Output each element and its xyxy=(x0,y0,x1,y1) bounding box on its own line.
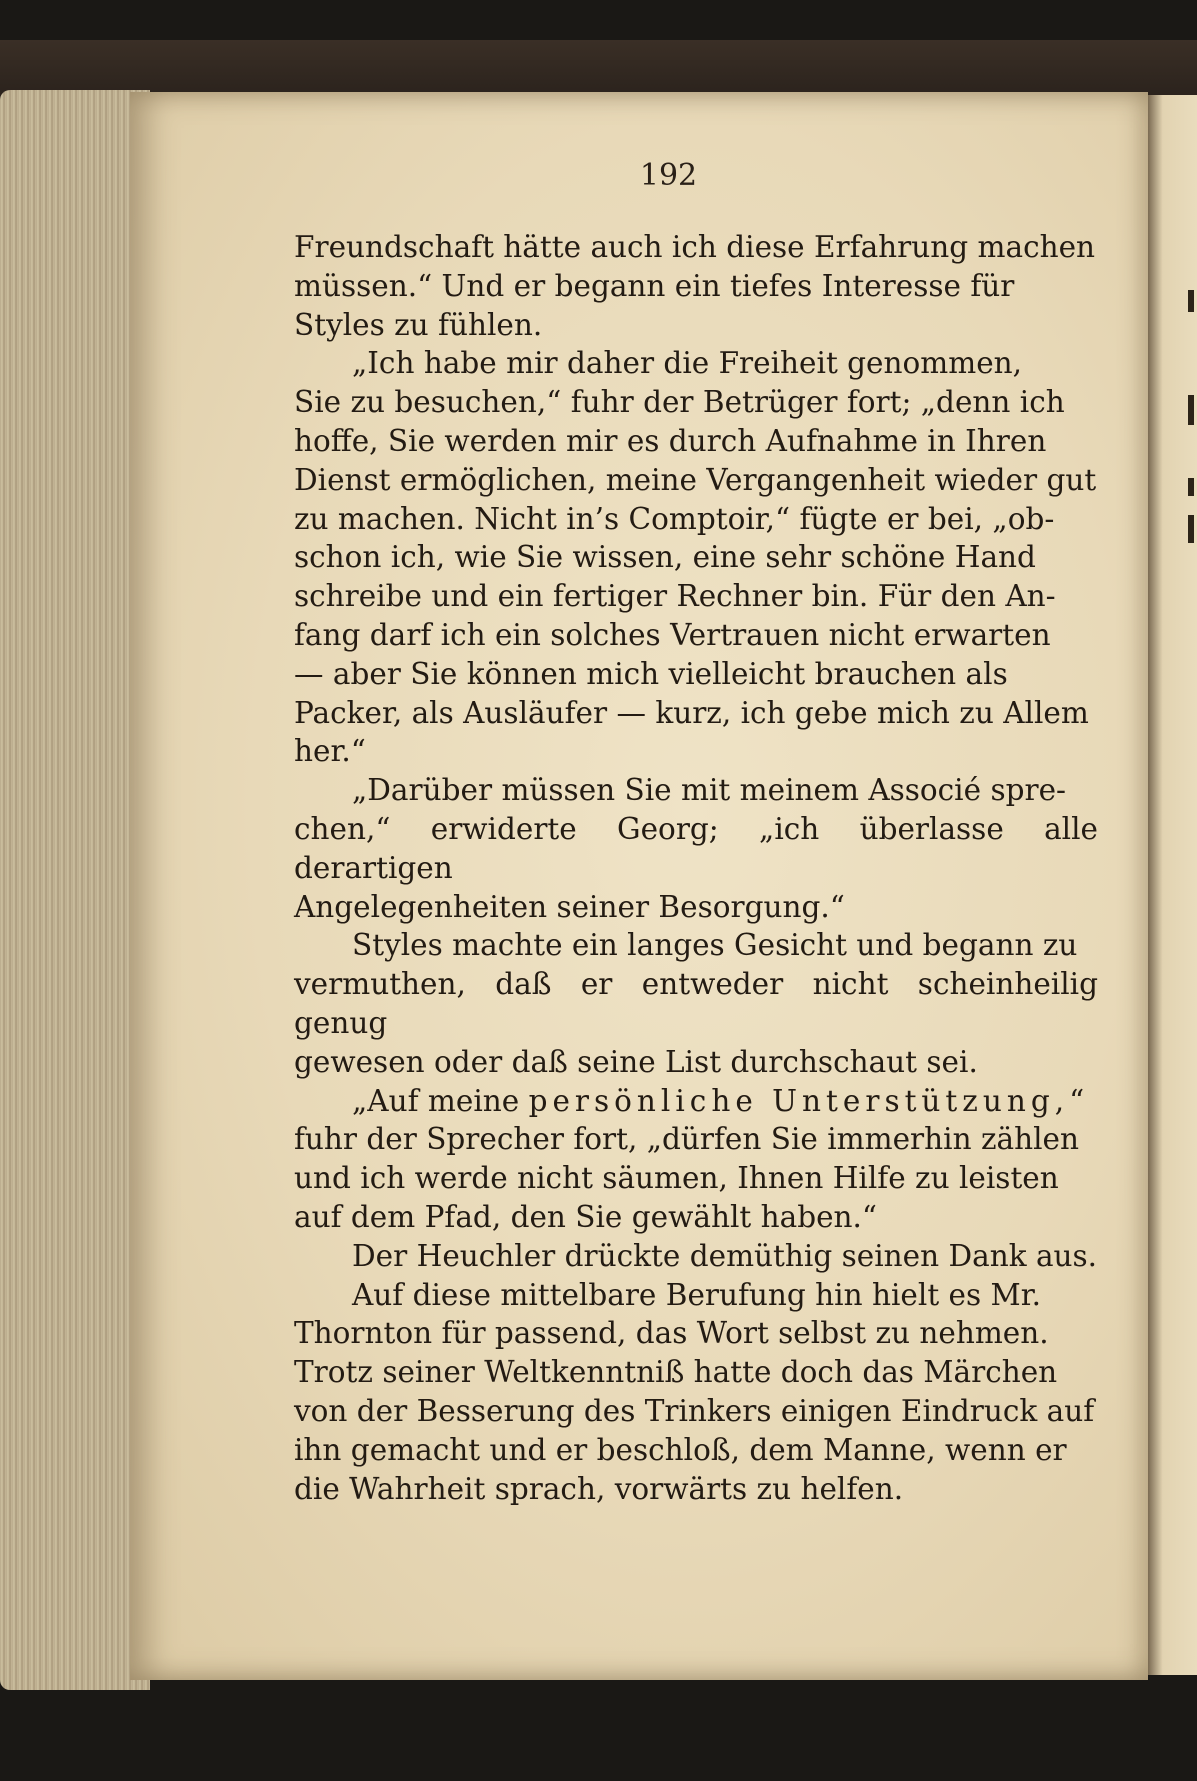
paragraph-5-open: „Auf meine xyxy=(352,1083,529,1118)
emphasized-text: persönliche Unterstützung, xyxy=(528,1083,1070,1118)
paragraph-7: Auf diese mittelbare Berufung hin hielt es Mr. Thornton für passend, das Wort selbst zu nehmen. Trotz seiner Weltkenntniß hatte doch das Märchen von der Besserung des Trinkers einigen Eindruck auf ihn gemacht und er beschloß, dem Manne, wenn er die Wahrheit sprach, vorwärts zu helfen. xyxy=(294,1277,1095,1506)
facing-page-glyph xyxy=(1188,290,1194,312)
paragraph-3: „Darüber müssen Sie mit meinem Associé spre- chen,“ erwiderte Georg; „ich überlasse alle derartigen Angelegenheiten seiner Besorgung.“ xyxy=(294,773,1098,924)
paragraph-6: Der Heuchler drückte demüthig seinen Dank aus. xyxy=(352,1238,1098,1273)
paragraph-5 xyxy=(294,1082,1098,1237)
paragraph-2: „Ich habe mir daher die Freiheit genommen, Sie zu besuchen,“ fuhr der Betrüger fort; „denn ich hoffe, Sie werden mir es durch Aufnahme in Ihren Dienst ermöglichen, meine Vergangenheit wieder gut zu machen. Nicht in’s Comptoir,“ fügte er bei, „ob- schon ich, wie Sie wissen, eine sehr schöne Hand schreibe und ein fertiger Rechner bin. Für den An- fang darf ich ein solches Vertrauen nicht erwarten — aber Sie können mich vielleicht brauchen als Packer, als Ausläufer — kurz, ich gebe mich zu Allem her.“ xyxy=(294,346,1097,769)
page-number: 192 xyxy=(639,158,698,193)
book-cover-edge xyxy=(0,40,1197,100)
page-text xyxy=(294,228,1098,1508)
facing-page-glyph xyxy=(1188,515,1194,543)
paragraph-1: Freundschaft hätte auch ich diese Erfahrung machen müssen.“ Und er begann ein tiefes Interesse für Styles zu fühlen. xyxy=(294,230,1096,342)
facing-page-glyph xyxy=(1188,478,1194,496)
facing-page-edge xyxy=(1148,95,1197,1675)
paragraph-5-rest: “ fuhr der Sprecher fort, „dürfen Sie immerhin zählen und ich werde nicht säumen, Ihnen Hilfe zu leisten auf dem Pfad, den Sie gewählt haben.“ xyxy=(294,1083,1085,1234)
page-edges xyxy=(0,90,150,1690)
facing-page-glyph xyxy=(1188,395,1194,425)
paragraph-4: Styles machte ein langes Gesicht und begann zu vermuthen, daß er entweder nicht scheinheilig genug gewesen oder daß seine List durchschaut sei. xyxy=(294,928,1098,1079)
